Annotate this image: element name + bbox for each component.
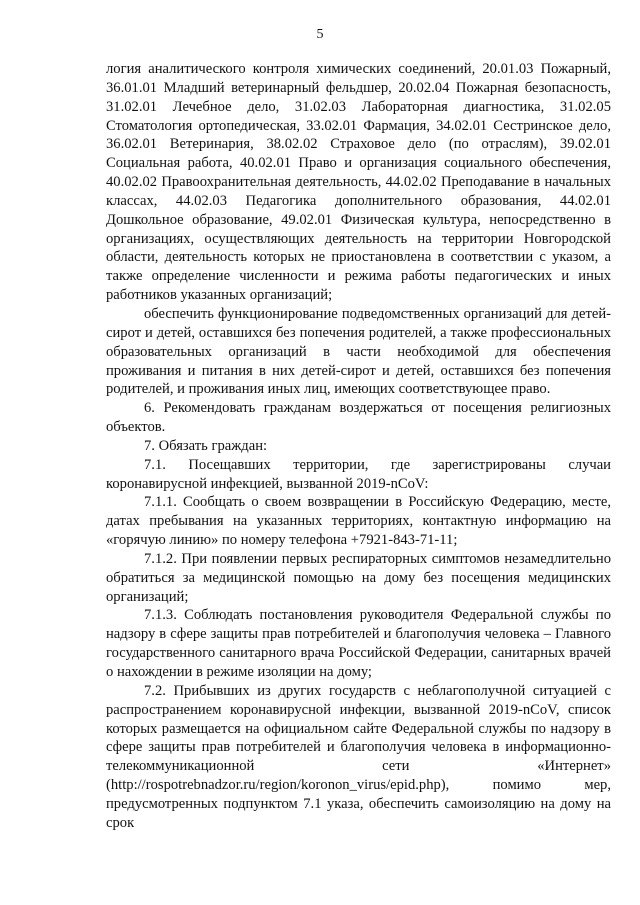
paragraph-item-7-2: 7.2. Прибывших из других государств с неблагополучной ситуацией с распространением коронавирусной инфекции, вызванной 2019-nCoV, список которых размещается на официальном сайте Федеральной службы по надзору в сфере защиты прав потребителей и благополучия человека в информационно-телекоммуникационной сети «Интернет» (http://rospotrebnadzor.ru/region/koronon_virus/epid.php), помимо мер, предусмотренных подпунктом 7.1 указа, обеспечить самоизоляцию на дому на срок — [106, 682, 611, 831]
paragraph-item-7: 7. Обязать граждан: — [144, 437, 268, 454]
paragraph-orphanage-support: обеспечить функционирование подведомственных организаций для детей-сирот и детей, оставшихся без попечения родителей, а также профессиональных образовательных организаций в части необходимой для обеспечения проживания и питания в них детей-сирот и детей, оставшихся без попечения родителей, и проживания иных лиц, имеющих соответствующее право. — [106, 305, 611, 398]
paragraph-item-7-1-3: 7.1.3. Соблюдать постановления руководителя Федеральной службы по надзору в сфере защиты прав потребителей и благополучия человека – Главного государственного санитарного врача Российской Федерации, санитарных врачей о нахождении в режиме изоляции на дому; — [106, 607, 611, 680]
paragraph-item-7-1: 7.1. Посещавших территории, где зарегистрированы случаи коронавирусной инфекцией, вызванной 2019-nCoV: — [106, 456, 611, 492]
paragraph-item-6: 6. Рекомендовать гражданам воздержаться от посещения религиозных объектов. — [106, 400, 611, 436]
page-number: 5 — [316, 27, 324, 42]
paragraph-item-7-1-1: 7.1.1. Сообщать о своем возвращении в Российскую Федерацию, месте, датах пребывания на указанных территориях, контактную информацию на «горячую линию» по номеру телефона +7921-843-71-11; — [106, 494, 611, 549]
paragraph-item-7-1-2: 7.1.2. При появлении первых респираторных симптомов незамедлительно обратиться за медицинской помощью на дому без посещения медицинских организаций; — [106, 550, 611, 605]
document-body — [106, 60, 611, 833]
paragraph-continuation: логия аналитического контроля химических соединений, 20.01.03 Пожарный, 36.01.01 Младший ветеринарный фельдшер, 20.02.04 Пожарная безопасность, 31.02.01 Лечебное дело, 31.02.03 Лабораторная диагностика, 31.02.05 Стоматология ортопедическая, 33.02.01 Фармация, 34.02.01 Сестринское дело, 36.02.01 Ветеринария, 38.02.02 Страховое дело (по отраслям), 39.02.01 Социальная работа, 40.02.01 Право и организация социального обеспечения, 40.02.02 Правоохранительная деятельность, 44.02.02 Преподавание в начальных классах, 44.02.03 Педагогика дополнительного образования, 44.02.01 Дошкольное образование, 49.02.01 Физическая культура, непосредственно в организациях, осуществляющих деятельность на территории Новгородской области, деятельность которых не приостановлена в соответствии с указом, а также определение численности и режима работы педагогических и иных работников указанных организаций; — [106, 61, 611, 304]
